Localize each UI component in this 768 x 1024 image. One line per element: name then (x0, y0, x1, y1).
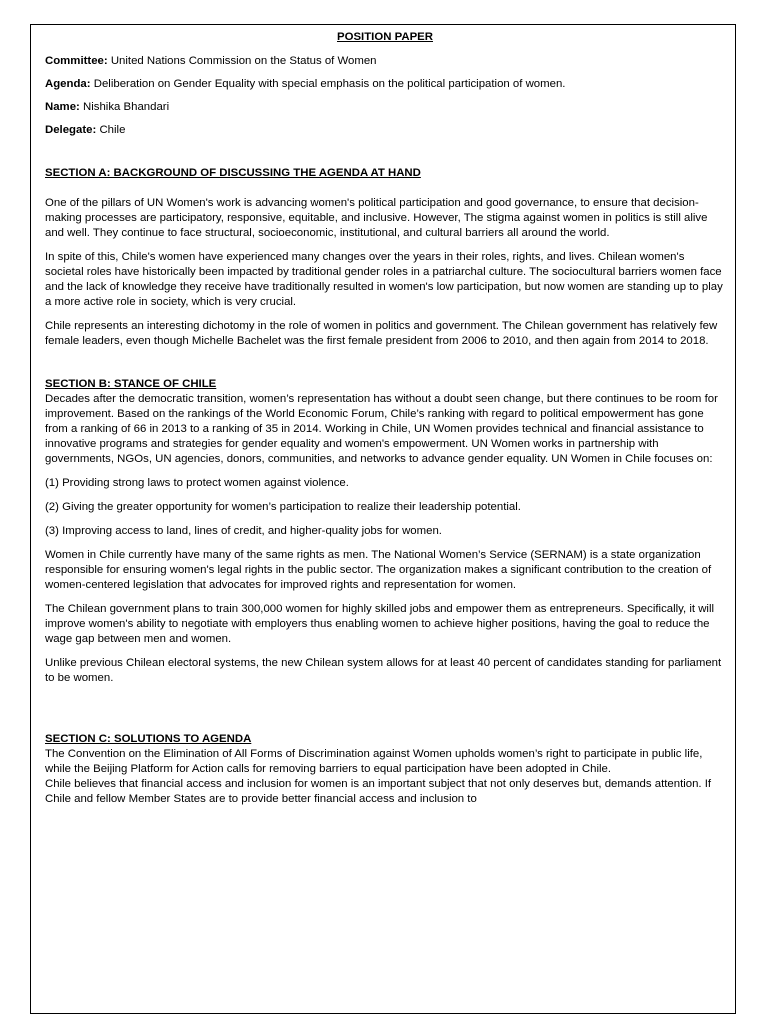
section-b-paragraph: Unlike previous Chilean electoral systems, the new Chilean system allows for at least 40 percent of candidates standing for parliament to be women. (45, 657, 722, 684)
section-b-intro: Decades after the democratic transition, women’s representation has without a doubt seen change, but there continues to be room for improvement. Based on the rankings of the World Economic Forum, Chile’s ranking with regard to political empowerment has gone from a ranking of 66 in 2013 to a ranking of 35 in 2014. Working in Chile, UN Women provides technical and financial assistance to innovative programs and strategies for gender equality and women's empowerment. UN Women works in partnership with governments, NGOs, UN agencies, donors, communities, and networks to advance gender equality. UN Women in Chile focuses on: (45, 393, 718, 465)
list-item: (3) Improving access to land, lines of credit, and higher-quality jobs for women. (45, 525, 442, 537)
document-body (45, 30, 725, 807)
agenda-value: Deliberation on Gender Equality with special emphasis on the political participation of women. (93, 78, 566, 90)
name-line (45, 100, 725, 115)
section-a-paragraph: One of the pillars of UN Women's work is advancing women's political participation and good governance, to ensure that decision-making processes are participatory, responsive, equitable, and inclusive. However, The stigma against women in politics is still alive and well. They continue to face structural, socioeconomic, institutional, and cultural barriers all around the world. (45, 197, 708, 239)
section-a-paragraph: In spite of this, Chile's women have experienced many changes over the years in their roles, rights, and lives. Chilean women's societal roles have historically been impacted by traditional gender roles in a patriarchal culture. The sociocultural barriers women face and the lack of knowledge they receive have traditionally resulted in women's low participation, but now women are standing up to play a more active role in society, which is very crucial. (45, 251, 723, 308)
delegate-value: Chile (99, 124, 126, 136)
committee-value: United Nations Commission on the Status of Women (110, 55, 377, 67)
document-title: POSITION PAPER (337, 31, 433, 43)
section-a-paragraph: Chile represents an interesting dichotomy in the role of women in politics and government. The Chilean government has relatively few female leaders, even though Michelle Bachelet was the first female president from 2006 to 2010, and then again from 2014 to 2018. (45, 320, 718, 347)
section-c-paragraph: The Convention on the Elimination of All Forms of Discrimination against Women upholds women’s right to participate in public life, while the Beijing Platform for Action calls for removing barriers to equal participation have been adopted in Chile. (45, 748, 703, 775)
list-item: (2) Giving the greater opportunity for women’s participation to realize their leadership potential. (45, 501, 521, 513)
delegate-label: Delegate: (45, 124, 97, 136)
agenda-line (45, 77, 725, 92)
section-c-paragraph: Chile believes that financial access and inclusion for women is an important subject that not only deserves but, demands attention. If Chile and fellow Member States are to provide better financial access and inclusion to (45, 778, 712, 805)
list-item: (1) Providing strong laws to protect women against violence. (45, 477, 349, 489)
section-b-paragraph: Women in Chile currently have many of the same rights as men. The National Women’s Service (SERNAM) is a state organization responsible for ensuring women's legal rights in the public sector. The organization makes a significant contribution to the creation of women-centered legislation that advocates for improved rights and representation for women. (45, 549, 712, 591)
committee-label: Committee: (45, 55, 108, 67)
agenda-label: Agenda: (45, 78, 91, 90)
name-label: Name: (45, 101, 80, 113)
committee-line (45, 54, 725, 69)
section-b-paragraph: The Chilean government plans to train 300,000 women for highly skilled jobs and empower them as entrepreneurs. Specifically, it will improve women's ability to negotiate with employers thus enabling women to achieve higher positions, having the goal to reduce the wage gap between men and women. (45, 603, 715, 645)
name-value: Nishika Bhandari (83, 101, 170, 113)
delegate-line (45, 123, 725, 138)
section-c-heading: SECTION C: SOLUTIONS TO AGENDA (45, 733, 252, 745)
section-b-heading: SECTION B: STANCE OF CHILE (45, 378, 217, 390)
section-a-heading: SECTION A: BACKGROUND OF DISCUSSING THE AGENDA AT HAND (45, 167, 421, 179)
